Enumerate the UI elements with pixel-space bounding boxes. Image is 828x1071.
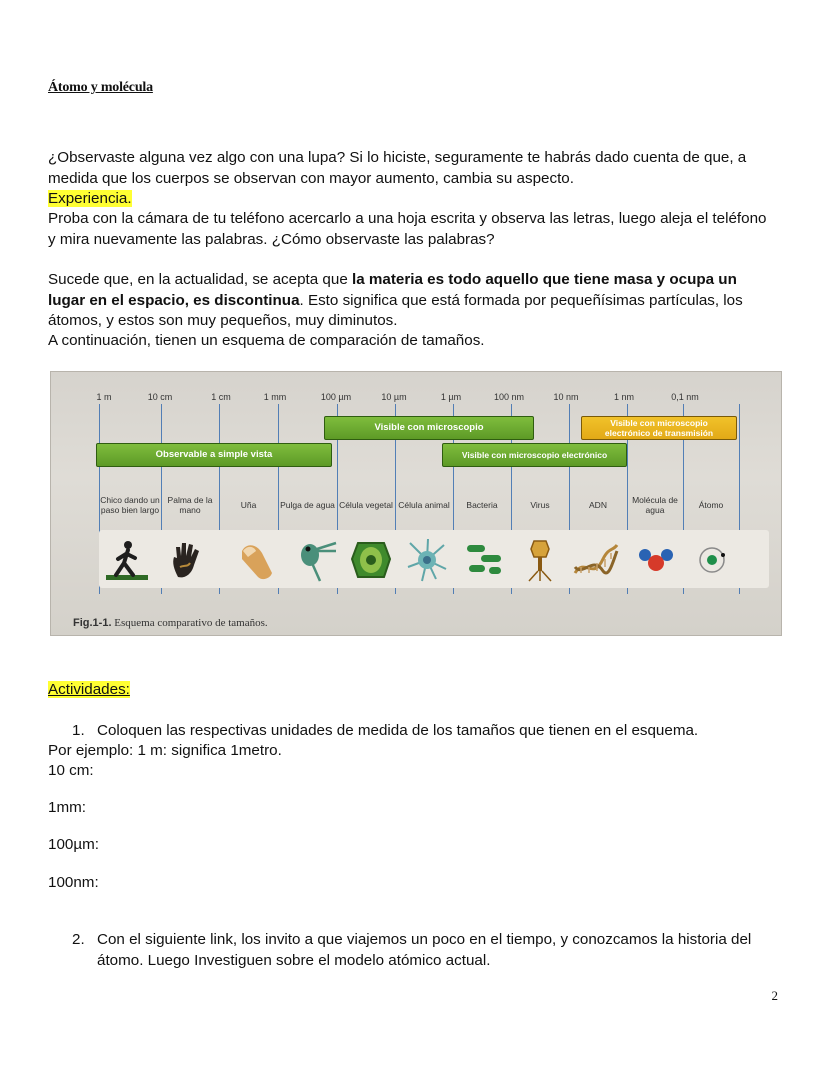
microscope-bar: Visible con microscopio [324, 416, 534, 440]
field-1mm: 1mm: [48, 799, 86, 816]
matter-suffix: . Esto significa que está formada por pequeñísimas partículas, los átomos, y estos son muy pequeños, muy diminutos. [48, 291, 743, 329]
scale-item-label: Célula animal [398, 500, 450, 510]
atom-icon [689, 537, 735, 583]
activities-heading [48, 681, 130, 698]
water-molecule-icon [633, 537, 679, 583]
intro-paragraph: ¿Observaste alguna vez algo con una lupa? Si lo hiciste, seguramente te habrás dado cuenta de que, a medida que los cuerpos se observan con mayor aumento, cambia su aspecto. [48, 149, 747, 187]
figure-caption-text: Esquema comparativo de tamaños. [114, 617, 268, 629]
virus-icon [517, 537, 563, 583]
activities-label: Actividades: [48, 681, 130, 698]
figure-caption-label: Fig.1-1. [73, 617, 112, 629]
experience-heading [48, 189, 778, 210]
scale-label: 0,1 nm [671, 392, 699, 402]
field-100um: 100µm: [48, 836, 99, 853]
scale-label: 1 nm [613, 392, 635, 402]
field-100nm: 100nm: [48, 874, 99, 891]
experience-label: Experiencia. [48, 190, 132, 207]
dna-icon [573, 537, 619, 583]
scale-label: 100 µm [320, 392, 352, 402]
scale-item-label: Átomo [698, 500, 724, 510]
activity-1 [72, 721, 782, 742]
activity-2-number: 2. [72, 931, 85, 948]
electron-microscope-bar: Visible con microscopio electrónico [442, 443, 627, 467]
page-title: Átomo y molécula [48, 80, 153, 95]
transmission-bar: Visible con microscopio electrónico de transmisión [581, 416, 737, 440]
size-scale [51, 372, 782, 636]
example-line: Por ejemplo: 1 m: significa 1metro. [48, 742, 282, 759]
activity-2-text: Con el siguiente link, los invito a que viajemos un poco en el tiempo, y conozcamos la historia del átomo. Luego Investiguen sobre el modelo atómico actual. [97, 931, 752, 969]
activity-2 [72, 930, 782, 971]
activity-1-number: 1. [72, 722, 85, 739]
water-flea-icon [292, 537, 338, 583]
scale-item-label: Chico dando un paso bien largo [100, 495, 160, 515]
scale-label: 10 µm [381, 392, 407, 402]
hand-palm-icon [164, 537, 210, 583]
scale-item-label: Pulga de agua [280, 500, 335, 510]
naked-eye-bar: Observable a simple vista [96, 443, 332, 467]
scale-item-label: Molécula de agua [632, 495, 678, 515]
scale-label: 1 m [96, 392, 112, 402]
plant-cell-icon [348, 537, 394, 583]
experience-paragraph: Proba con la cámara de tu teléfono acercarlo a una hoja escrita y observa las letras, luego aleja el teléfono y mira nuevamente las palabras. ¿Cómo observaste las palabras? [48, 210, 767, 248]
matter-paragraph [48, 270, 778, 332]
scale-item-label: Célula vegetal [339, 500, 393, 510]
scale-label: 1 cm [211, 392, 231, 402]
animal-cell-icon [404, 537, 450, 583]
scale-label: 10 cm [147, 392, 173, 402]
field-10cm: 10 cm: [48, 762, 94, 779]
scale-label: 100 nm [493, 392, 525, 402]
page-number: 2 [771, 988, 778, 1003]
bacteria-icon [461, 537, 507, 583]
scale-item-label: Bacteria [466, 500, 498, 510]
matter-prefix: Sucede que, en la actualidad, se acepta que [48, 271, 352, 288]
scale-item-label: Uña [240, 500, 257, 510]
scale-item-label: ADN [589, 500, 607, 510]
scale-item-label: Virus [530, 500, 550, 510]
size-comparison-figure [50, 371, 782, 636]
scale-label: 1 µm [440, 392, 462, 402]
scale-item-label: Palma de la mano [167, 495, 213, 515]
matter-definition: la materia es todo aquello que tiene masa y ocupa un lugar en el espacio, es discontinua [48, 271, 737, 309]
scheme-intro: A continuación, tienen un esquema de comparación de tamaños. [48, 332, 485, 349]
fingernail-icon [234, 537, 280, 583]
walking-boy-icon [104, 537, 150, 583]
scale-label: 10 nm [553, 392, 579, 402]
figure-caption [73, 617, 268, 629]
activity-1-text: Coloquen las respectivas unidades de medida de los tamaños que tienen en el esquema. [97, 722, 699, 739]
scale-label: 1 mm [263, 392, 287, 402]
